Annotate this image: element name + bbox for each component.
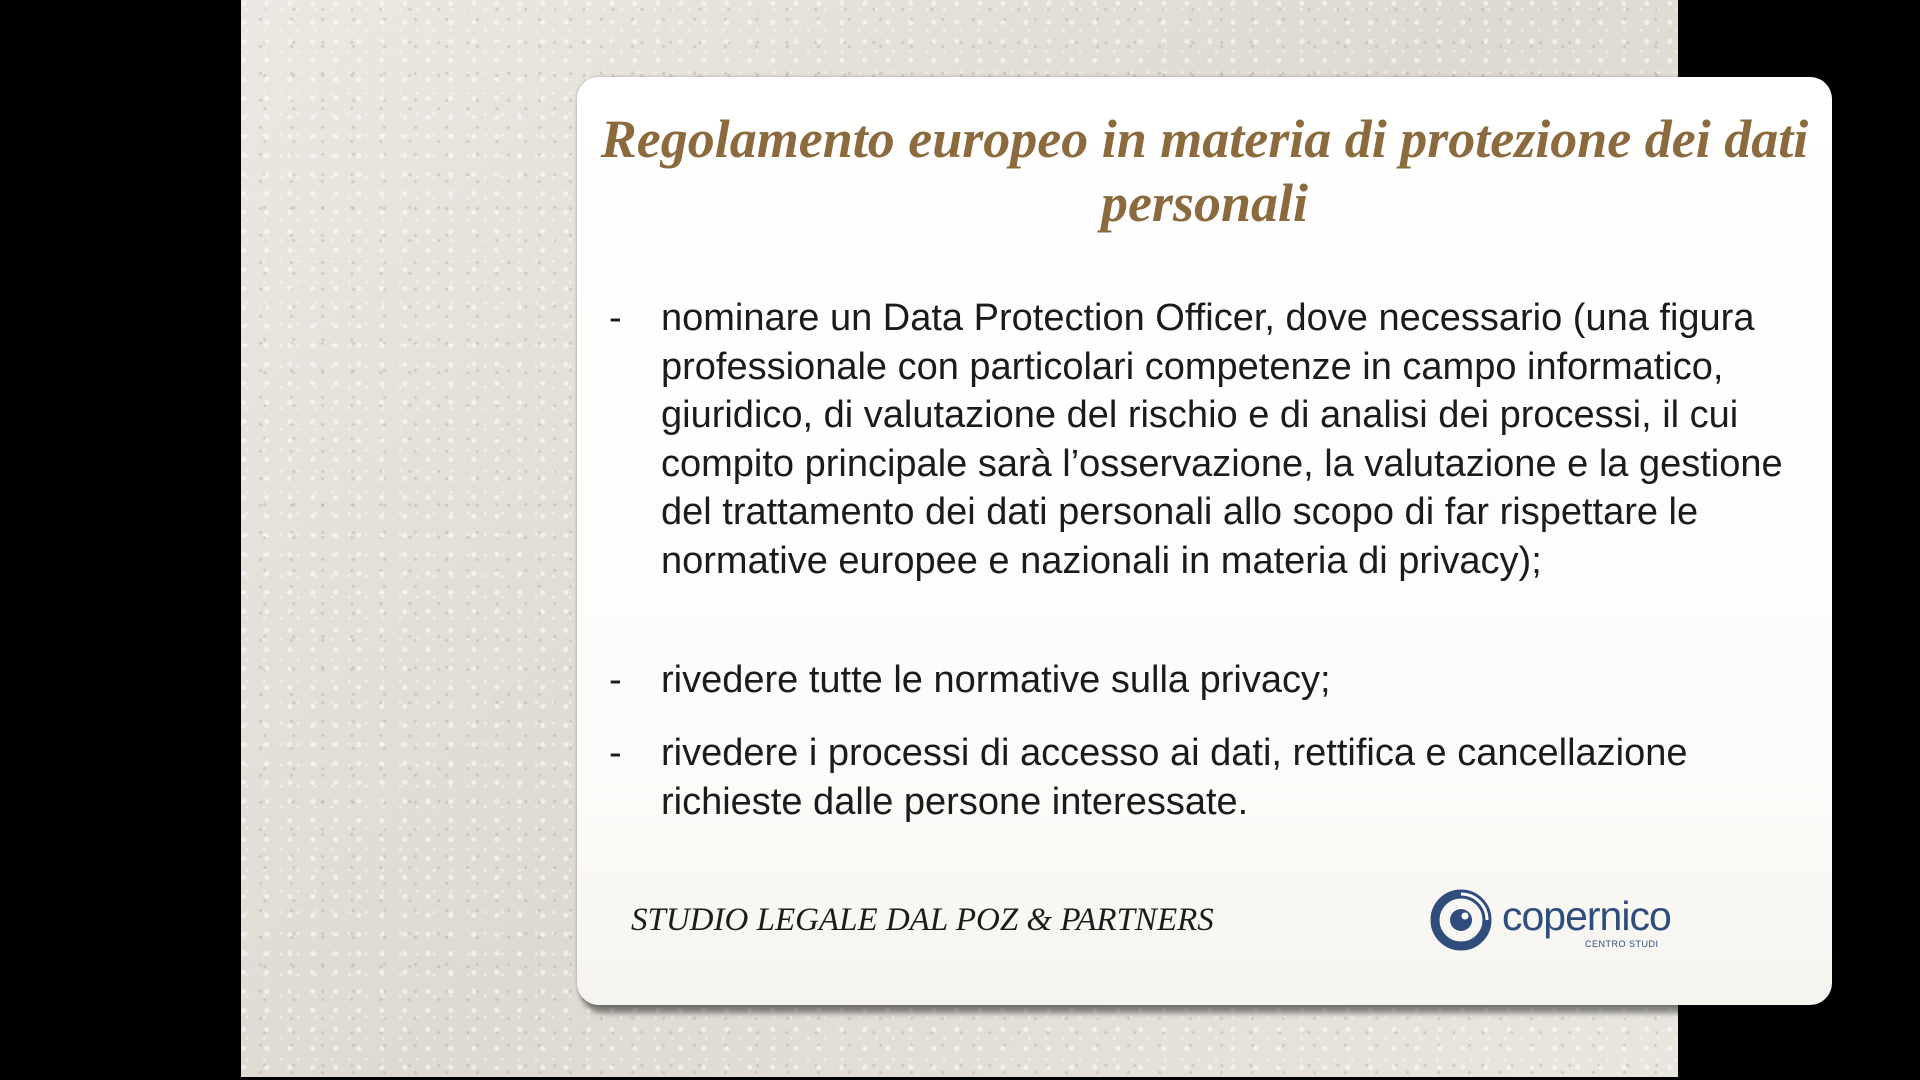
content-card: [577, 77, 1832, 1005]
slide-title: Regolamento europeo in materia di protezione dei dati personali: [600, 109, 1809, 233]
bullet-dash: -: [609, 659, 622, 701]
bullet-dash: -: [609, 297, 622, 339]
bullet-item-normative: [609, 656, 1799, 705]
bullet-dash: -: [609, 732, 622, 774]
slide: [241, 0, 1809, 1077]
bullet-text: rivedere i processi di accesso ai dati, rettifica e cancellazione richieste dalle persone interessate.: [661, 732, 1688, 823]
bullet-text: nominare un Data Protection Officer, dove necessario (una figura professionale con particolari competenze in campo informatico, giuridico, di valutazione del rischio e di analisi dei processi, il cui compito principale sarà l’osservazione, la valutazione e la gestione del trattamento dei dati personali allo scopo di far rispettare le normative europee e nazionali in materia di privacy);: [661, 297, 1783, 582]
bullet-text: rivedere tutte le normative sulla privacy;: [661, 659, 1331, 701]
bullet-item-dpo: [609, 294, 1799, 585]
bullet-item-processi: [609, 729, 1799, 826]
copernico-logo-icon: [1430, 888, 1494, 952]
logo-wordmark: copernico: [1502, 893, 1671, 939]
logo-subtitle: CENTRO STUDI: [1585, 939, 1659, 949]
law-firm-name: STUDIO LEGALE DAL POZ & PARTNERS: [631, 902, 1214, 938]
copernico-logo: [1430, 888, 1710, 958]
